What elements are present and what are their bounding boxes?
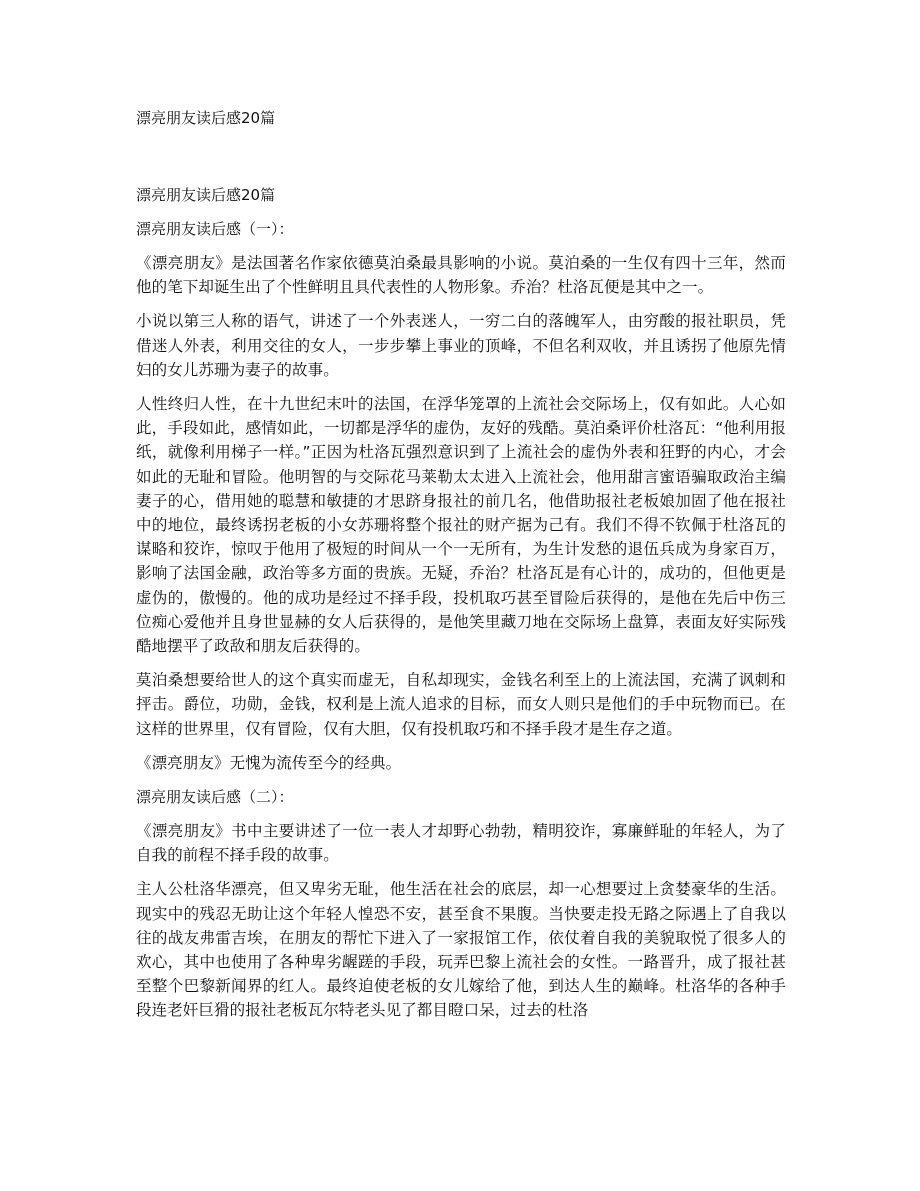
paragraph: 《漂亮朋友》书中主要讲述了一位一表人才却野心勃勃，精明狡诈，寡廉鲜耻的年轻人，为了自我的前程不择手段的故事。 — [136, 822, 786, 865]
paragraph: 主人公杜洛华漂亮，但又卑劣无耻，他生活在社会的底层，却一心想要过上贪婪豪华的生活。现实中的残忍无助让这个年轻人惶恐不安，甚至食不果腹。当快要走投无路之际遇上了自我以往的战友弗雷吉埃，在朋友的帮忙下进入了一家报馆工作，依仗着自我的美貌取悦了很多人的欢心，其中也使用了各种卑劣龌蹉的手段，玩弄巴黎上流社会的女性。一路晋升，成了报社甚至整个巴黎新闻界的红人。最终迫使老板的女儿嫁给了他，到达人生的巅峰。杜洛华的各种手段连老奸巨猾的报社老板瓦尔特老头见了都目瞪口呆，过去的杜洛 — [136, 880, 786, 1020]
document-body — [136, 183, 786, 1033]
paragraph: 《漂亮朋友》是法国著名作家依德莫泊桑最具影响的小说。莫泊桑的一生仅有四十三年，然而他的笔下却诞生出了个性鲜明且具代表性的人物形象。乔治？杜洛瓦便是其中之一。 — [136, 254, 786, 297]
paragraph: 《漂亮朋友》无愧为流传至今的经典。 — [136, 753, 402, 772]
document-subtitle: 漂亮朋友读后感20篇 — [136, 186, 276, 204]
paragraph: 人性终归人性，在十九世纪末叶的法国，在浮华笼罩的上流社会交际场上，仅有如此。人心如此，手段如此，感情如此，一切都是浮华的虚伪，友好的残酷。莫泊桑评价杜洛瓦：“他利用报纸，就像利用梯子一样。”正因为杜洛瓦强烈意识到了上流社会的虚伪外表和狂野的内心，才会如此的无耻和冒险。他明智的与交际花马莱勒太太进入上流社会，他用甜言蜜语骗取政治主编妻子的心，借用她的聪慧和敏捷的才思跻身报社的前几名，他借助报社老板娘加固了他在报社中的地位，最终诱拐老板的小女苏珊将整个报社的财产据为己有。我们不得不钦佩于杜洛瓦的谋略和狡诈，惊叹于他用了极短的时间从一个一无所有，为生计发愁的退伍兵成为身家百万，影响了法国金融，政治等多方面的贵族。无疑，乔治？杜洛瓦是有心计的，成功的，但他更是虚伪的，傲慢的。他的成功是经过不择手段，投机取巧甚至冒险后获得的，是他在先后中伤三位痴心爱他并且身世显赫的女人后获得的，是他笑里藏刀地在交际场上盘算，表面友好实际残酷地摆平了政敌和朋友后获得的。 — [136, 395, 786, 656]
section-heading-2: 漂亮朋友读后感（二）： — [136, 788, 294, 807]
paragraph: 小说以第三人称的语气，讲述了一个外表迷人，一穷二白的落魄军人，由穷酸的报社职员，凭借迷人外表，利用交往的女人，一步步攀上事业的顶峰，不但名利双收，并且诱拐了他原先情妇的女儿苏珊为妻子的故事。 — [136, 312, 786, 379]
paragraph: 莫泊桑想要给世人的这个真实而虚无，自私却现实，金钱名利至上的上流法国，充满了讽刺和抨击。爵位，功勋，金钱，权利是上流人追求的目标，而女人则只是他们的手中玩物而已。在这样的世界里，仅有冒险，仅有大胆，仅有投机取巧和不择手段才是生存之道。 — [136, 671, 786, 738]
section-heading-1: 漂亮朋友读后感（一）： — [136, 220, 294, 238]
document-title: 漂亮朋友读后感20篇 — [136, 109, 276, 127]
